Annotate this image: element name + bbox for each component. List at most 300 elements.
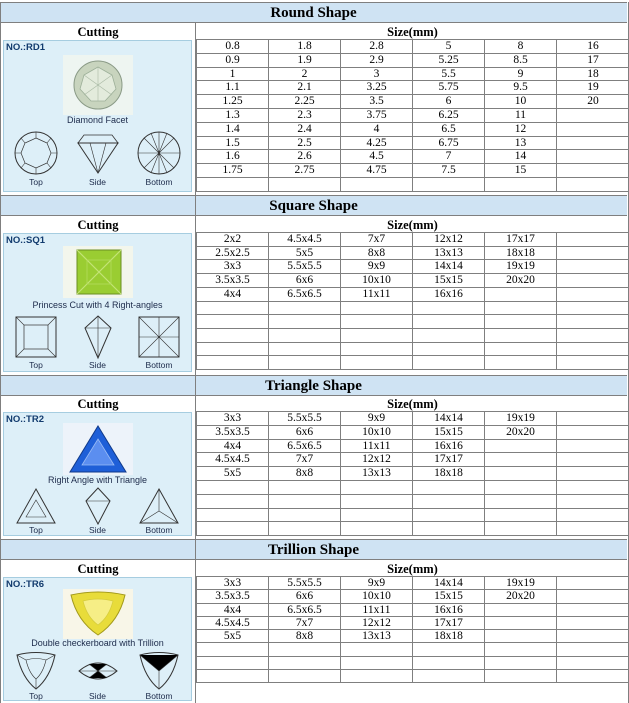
- outer-left-border: [0, 2, 1, 703]
- trillion-top-label: Top: [29, 691, 43, 701]
- round-cutting-header: Cutting: [77, 25, 119, 39]
- round-size-cell: 1: [197, 67, 269, 81]
- round-size-cell: 12: [485, 122, 557, 136]
- round-size-cell: 1.3: [197, 108, 269, 122]
- trillion-size-cell: [197, 656, 269, 669]
- square-size-cell: 14x14: [413, 260, 485, 274]
- square-cut-card: [3, 233, 192, 372]
- round-size-header: Size(mm): [387, 25, 438, 39]
- round-size-cell: [197, 177, 269, 191]
- round-title: Round Shape: [0, 2, 627, 23]
- round-size-cell: 2.5: [269, 136, 341, 150]
- round-size-cell: 1.75: [197, 164, 269, 178]
- round-size-row: [197, 122, 629, 136]
- round-size-row: [197, 164, 629, 178]
- trillion-size-cell: 3x3: [197, 577, 269, 590]
- square-size-table: [196, 232, 629, 370]
- trillion-size-cell: 15x15: [413, 590, 485, 603]
- triangle-size-cell: [269, 494, 341, 508]
- triangle-size-cell: 6x6: [269, 425, 341, 439]
- square-size-cell: [341, 315, 413, 329]
- trillion-cut-card: [3, 577, 192, 701]
- trillion-size-cell: 6x6: [269, 590, 341, 603]
- trillion-size-cell: [413, 643, 485, 656]
- square-size-cell: 18x18: [485, 246, 557, 260]
- square-cut-label: Princess Cut with 4 Right-angles: [32, 300, 163, 310]
- round-size-cell: 8.5: [485, 53, 557, 67]
- trillion-size-cell: [341, 656, 413, 669]
- round-size-cell: 5.5: [413, 67, 485, 81]
- round-size-row: [197, 53, 629, 67]
- square-size-cell: [557, 260, 629, 274]
- square-title: Square Shape: [0, 195, 627, 216]
- square-size-cell: [413, 342, 485, 356]
- square-size-cell: [557, 233, 629, 247]
- triangle-size-cell: [485, 439, 557, 453]
- round-size-cell: 9.5: [485, 81, 557, 95]
- trillion-size-cell: [557, 590, 629, 603]
- trillion-size-cell: 16x16: [413, 603, 485, 616]
- round-size-cell: 3: [341, 67, 413, 81]
- round-size-cell: 3.75: [341, 108, 413, 122]
- trillion-size-row: [197, 643, 629, 656]
- round-size-cell: 5.25: [413, 53, 485, 67]
- round-size-cell: 1.6: [197, 150, 269, 164]
- round-side-label: Side: [88, 177, 106, 187]
- triangle-size-cell: 4.5x4.5: [197, 453, 269, 467]
- square-size-row: [197, 260, 629, 274]
- square-size-cell: [197, 356, 269, 370]
- square-size-cell: 8x8: [341, 246, 413, 260]
- trillion-size-cell: 13x13: [341, 630, 413, 643]
- triangle-size-cell: [413, 494, 485, 508]
- square-size-cell: 10x10: [341, 274, 413, 288]
- round-gem-image: [63, 55, 133, 115]
- triangle-size-cell: [269, 508, 341, 522]
- triangle-size-cell: 6.5x6.5: [269, 439, 341, 453]
- trillion-size-cell: 4.5x4.5: [197, 616, 269, 629]
- triangle-gem-image: [63, 423, 133, 475]
- trillion-size-cell: [485, 603, 557, 616]
- square-size-cell: 16x16: [413, 287, 485, 301]
- trillion-size-row: [197, 630, 629, 643]
- square-size-cell: [269, 301, 341, 315]
- round-top-label: Top: [29, 177, 43, 187]
- round-size-row: [197, 95, 629, 109]
- trillion-cut-label: Double checkerboard with Trillion: [31, 638, 164, 648]
- square-code: NO.:SQ1: [6, 235, 46, 246]
- square-size-cell: [413, 328, 485, 342]
- triangle-size-row: [197, 425, 629, 439]
- triangle-size-row: [197, 439, 629, 453]
- trillion-size-cell: 7x7: [269, 616, 341, 629]
- round-size-row: [197, 40, 629, 54]
- round-size-cell: [413, 177, 485, 191]
- square-size-cell: 13x13: [413, 246, 485, 260]
- triangle-size-row: [197, 467, 629, 481]
- round-size-cell: 2.8: [341, 40, 413, 54]
- square-size-cell: [485, 342, 557, 356]
- trillion-bottom-label: Bottom: [145, 691, 173, 701]
- round-size-cell: 6.5: [413, 122, 485, 136]
- square-size-cell: [341, 356, 413, 370]
- round-size-cell: 7.5: [413, 164, 485, 178]
- trillion-size-cell: [557, 616, 629, 629]
- triangle-size-cell: [413, 522, 485, 536]
- square-size-cell: [269, 315, 341, 329]
- triangle-size-cell: [197, 522, 269, 536]
- round-size-cell: 6.75: [413, 136, 485, 150]
- triangle-size-cell: [341, 494, 413, 508]
- round-code: NO.:RD1: [6, 42, 46, 53]
- triangle-size-cell: [413, 508, 485, 522]
- round-size-cell: 2.1: [269, 81, 341, 95]
- triangle-size-cell: 16x16: [413, 439, 485, 453]
- round-size-cell: 20: [557, 95, 629, 109]
- round-size-cell: 18: [557, 67, 629, 81]
- square-side-label: Side: [88, 360, 106, 370]
- square-size-cell: [197, 342, 269, 356]
- round-size-cell: 6.25: [413, 108, 485, 122]
- triangle-cut-card: [3, 412, 192, 536]
- square-bottom-view: [136, 314, 182, 360]
- triangle-top-view: [15, 487, 57, 525]
- triangle-size-cell: [485, 494, 557, 508]
- trillion-size-cell: [557, 603, 629, 616]
- square-size-header: Size(mm): [387, 218, 438, 232]
- square-bottom-label: Bottom: [145, 360, 173, 370]
- triangle-size-cell: [341, 508, 413, 522]
- square-size-row: [197, 233, 629, 247]
- square-size-cell: [485, 328, 557, 342]
- round-size-cell: [557, 164, 629, 178]
- triangle-size-cell: 10x10: [341, 425, 413, 439]
- trillion-size-cell: [413, 670, 485, 683]
- triangle-size-cell: [341, 480, 413, 494]
- square-size-cell: 19x19: [485, 260, 557, 274]
- round-size-cell: 4.75: [341, 164, 413, 178]
- round-size-cell: [485, 177, 557, 191]
- triangle-size-table: [196, 411, 629, 536]
- square-size-cell: 2.5x2.5: [197, 246, 269, 260]
- triangle-size-cell: 4x4: [197, 439, 269, 453]
- round-size-cell: [269, 177, 341, 191]
- triangle-size-row: [197, 412, 629, 426]
- trillion-size-cell: [557, 643, 629, 656]
- square-size-cell: [485, 287, 557, 301]
- round-side-view: [74, 129, 122, 177]
- round-size-cell: 2.3: [269, 108, 341, 122]
- triangle-side-label: Side: [88, 525, 106, 535]
- triangle-cut-label: Right Angle with Triangle: [47, 475, 148, 485]
- left-column-divider: [195, 22, 196, 703]
- triangle-title: Triangle Shape: [0, 375, 627, 396]
- triangle-size-cell: 20x20: [485, 425, 557, 439]
- round-size-cell: 3.25: [341, 81, 413, 95]
- trillion-size-cell: 4x4: [197, 603, 269, 616]
- round-size-cell: 4.25: [341, 136, 413, 150]
- trillion-size-cell: [197, 643, 269, 656]
- square-side-view: [75, 314, 121, 360]
- round-size-cell: 10: [485, 95, 557, 109]
- square-size-row: [197, 246, 629, 260]
- trillion-side-view: [77, 651, 119, 691]
- round-size-row: [197, 177, 629, 191]
- square-size-cell: [557, 274, 629, 288]
- square-size-cell: [341, 301, 413, 315]
- trillion-size-header: Size(mm): [387, 562, 438, 576]
- trillion-size-row: [197, 616, 629, 629]
- round-size-cell: 7: [413, 150, 485, 164]
- square-size-row: [197, 301, 629, 315]
- square-size-cell: [485, 315, 557, 329]
- trillion-size-cell: [269, 643, 341, 656]
- square-size-cell: [557, 356, 629, 370]
- triangle-top-label: Top: [29, 525, 43, 535]
- round-size-cell: 5: [413, 40, 485, 54]
- trillion-size-cell: [557, 630, 629, 643]
- round-size-cell: 16: [557, 40, 629, 54]
- square-size-row: [197, 356, 629, 370]
- round-size-cell: [557, 122, 629, 136]
- triangle-size-cell: 14x14: [413, 412, 485, 426]
- round-size-cell: 6: [413, 95, 485, 109]
- trillion-top-view: [15, 651, 57, 691]
- trillion-size-row: [197, 670, 629, 683]
- square-size-cell: [557, 342, 629, 356]
- round-size-cell: 17: [557, 53, 629, 67]
- round-size-cell: 2.4: [269, 122, 341, 136]
- triangle-size-cell: 3x3: [197, 412, 269, 426]
- round-size-row: [197, 81, 629, 95]
- round-size-cell: 2.75: [269, 164, 341, 178]
- triangle-size-cell: [557, 467, 629, 481]
- square-size-cell: 4x4: [197, 287, 269, 301]
- triangle-size-cell: [557, 480, 629, 494]
- trillion-size-table: [196, 576, 629, 683]
- trillion-size-cell: [485, 616, 557, 629]
- round-size-cell: 8: [485, 40, 557, 54]
- square-size-cell: [341, 328, 413, 342]
- trillion-size-cell: 14x14: [413, 577, 485, 590]
- triangle-size-cell: [485, 508, 557, 522]
- square-size-cell: 6x6: [269, 274, 341, 288]
- round-size-row: [197, 136, 629, 150]
- trillion-size-cell: [485, 670, 557, 683]
- round-size-row: [197, 108, 629, 122]
- square-size-cell: 11x11: [341, 287, 413, 301]
- round-size-row: [197, 150, 629, 164]
- square-size-cell: [413, 315, 485, 329]
- trillion-size-cell: [413, 656, 485, 669]
- trillion-code: NO.:TR6: [6, 579, 44, 590]
- round-size-cell: 0.9: [197, 53, 269, 67]
- square-size-cell: [197, 328, 269, 342]
- square-size-cell: 15x15: [413, 274, 485, 288]
- trillion-size-cell: [485, 643, 557, 656]
- trillion-size-row: [197, 577, 629, 590]
- trillion-size-cell: 20x20: [485, 590, 557, 603]
- square-top-label: Top: [29, 360, 43, 370]
- round-size-cell: [341, 177, 413, 191]
- trillion-size-cell: 10x10: [341, 590, 413, 603]
- round-size-cell: [557, 177, 629, 191]
- square-size-cell: 12x12: [413, 233, 485, 247]
- triangle-bottom-view: [138, 487, 180, 525]
- square-gem-image: [63, 246, 133, 298]
- triangle-size-cell: [269, 480, 341, 494]
- trillion-size-cell: 8x8: [269, 630, 341, 643]
- triangle-cutting-header: Cutting: [77, 397, 119, 411]
- triangle-size-cell: 18x18: [413, 467, 485, 481]
- square-size-cell: [485, 356, 557, 370]
- square-size-cell: 7x7: [341, 233, 413, 247]
- trillion-size-cell: 5x5: [197, 630, 269, 643]
- square-size-cell: [197, 315, 269, 329]
- round-size-row: [197, 67, 629, 81]
- triangle-size-cell: 12x12: [341, 453, 413, 467]
- round-size-cell: 2.25: [269, 95, 341, 109]
- round-size-cell: 1.1: [197, 81, 269, 95]
- trillion-bottom-view: [138, 651, 180, 691]
- triangle-size-cell: [485, 522, 557, 536]
- triangle-size-row: [197, 522, 629, 536]
- triangle-size-cell: [485, 480, 557, 494]
- round-size-table: [196, 39, 629, 192]
- trillion-size-cell: 19x19: [485, 577, 557, 590]
- square-size-row: [197, 342, 629, 356]
- triangle-size-cell: [413, 480, 485, 494]
- triangle-size-cell: [557, 508, 629, 522]
- triangle-size-cell: 17x17: [413, 453, 485, 467]
- trillion-size-cell: [197, 670, 269, 683]
- square-size-cell: [341, 342, 413, 356]
- square-size-cell: [485, 301, 557, 315]
- triangle-size-cell: 3.5x3.5: [197, 425, 269, 439]
- square-size-row: [197, 315, 629, 329]
- round-size-cell: 1.4: [197, 122, 269, 136]
- round-size-cell: 4.5: [341, 150, 413, 164]
- triangle-size-cell: 5x5: [197, 467, 269, 481]
- round-size-cell: 15: [485, 164, 557, 178]
- trillion-size-cell: [557, 577, 629, 590]
- triangle-size-cell: [197, 508, 269, 522]
- round-cut-label: Diamond Facet: [66, 115, 129, 125]
- round-size-cell: [557, 108, 629, 122]
- triangle-size-cell: [197, 480, 269, 494]
- triangle-size-cell: [557, 453, 629, 467]
- round-size-cell: 3.5: [341, 95, 413, 109]
- square-size-cell: [197, 301, 269, 315]
- square-size-cell: [557, 315, 629, 329]
- square-size-cell: 5x5: [269, 246, 341, 260]
- round-size-cell: 4: [341, 122, 413, 136]
- square-size-cell: 5.5x5.5: [269, 260, 341, 274]
- round-size-cell: 2.6: [269, 150, 341, 164]
- trillion-size-cell: 18x18: [413, 630, 485, 643]
- square-size-cell: 9x9: [341, 260, 413, 274]
- triangle-code: NO.:TR2: [6, 414, 44, 425]
- square-size-cell: [269, 328, 341, 342]
- square-size-cell: [413, 301, 485, 315]
- triangle-size-cell: 11x11: [341, 439, 413, 453]
- triangle-size-cell: 13x13: [341, 467, 413, 481]
- trillion-size-cell: 5.5x5.5: [269, 577, 341, 590]
- triangle-size-cell: 8x8: [269, 467, 341, 481]
- trillion-size-cell: [485, 630, 557, 643]
- triangle-size-row: [197, 480, 629, 494]
- square-size-cell: [557, 328, 629, 342]
- triangle-size-cell: [557, 439, 629, 453]
- triangle-size-cell: [557, 425, 629, 439]
- square-size-cell: 6.5x6.5: [269, 287, 341, 301]
- round-size-cell: 5.75: [413, 81, 485, 95]
- square-size-cell: 3x3: [197, 260, 269, 274]
- round-size-cell: [557, 150, 629, 164]
- trillion-size-cell: [557, 670, 629, 683]
- triangle-size-header: Size(mm): [387, 397, 438, 411]
- triangle-size-cell: [485, 453, 557, 467]
- square-size-cell: 3.5x3.5: [197, 274, 269, 288]
- round-size-cell: 2: [269, 67, 341, 81]
- triangle-size-cell: 7x7: [269, 453, 341, 467]
- trillion-side-label: Side: [88, 691, 106, 701]
- round-size-cell: 11: [485, 108, 557, 122]
- round-size-cell: 0.8: [197, 40, 269, 54]
- round-bottom-label: Bottom: [145, 177, 173, 187]
- triangle-size-cell: [557, 494, 629, 508]
- triangle-size-cell: [485, 467, 557, 481]
- round-size-cell: 14: [485, 150, 557, 164]
- trillion-size-cell: [485, 656, 557, 669]
- round-cut-card: [3, 40, 192, 192]
- triangle-size-cell: [197, 494, 269, 508]
- trillion-size-cell: 17x17: [413, 616, 485, 629]
- square-size-row: [197, 287, 629, 301]
- trillion-size-row: [197, 603, 629, 616]
- square-size-cell: [557, 287, 629, 301]
- triangle-size-cell: 19x19: [485, 412, 557, 426]
- triangle-size-row: [197, 494, 629, 508]
- square-size-row: [197, 274, 629, 288]
- round-size-cell: 13: [485, 136, 557, 150]
- square-size-cell: 17x17: [485, 233, 557, 247]
- square-size-cell: 4.5x4.5: [269, 233, 341, 247]
- square-top-view: [13, 314, 59, 360]
- square-size-cell: [557, 246, 629, 260]
- trillion-gem-image: [63, 589, 133, 639]
- square-size-cell: [269, 342, 341, 356]
- round-size-cell: 1.5: [197, 136, 269, 150]
- triangle-size-cell: [557, 522, 629, 536]
- square-size-row: [197, 328, 629, 342]
- trillion-size-cell: [341, 670, 413, 683]
- triangle-size-row: [197, 453, 629, 467]
- trillion-size-cell: [341, 643, 413, 656]
- round-size-cell: 9: [485, 67, 557, 81]
- triangle-bottom-label: Bottom: [145, 525, 173, 535]
- round-size-cell: [557, 136, 629, 150]
- trillion-size-cell: 6.5x6.5: [269, 603, 341, 616]
- triangle-size-cell: [341, 522, 413, 536]
- triangle-size-cell: [269, 522, 341, 536]
- square-size-cell: [269, 356, 341, 370]
- trillion-size-cell: 3.5x3.5: [197, 590, 269, 603]
- square-size-cell: 2x2: [197, 233, 269, 247]
- triangle-size-row: [197, 508, 629, 522]
- trillion-size-cell: 12x12: [341, 616, 413, 629]
- triangle-size-cell: 15x15: [413, 425, 485, 439]
